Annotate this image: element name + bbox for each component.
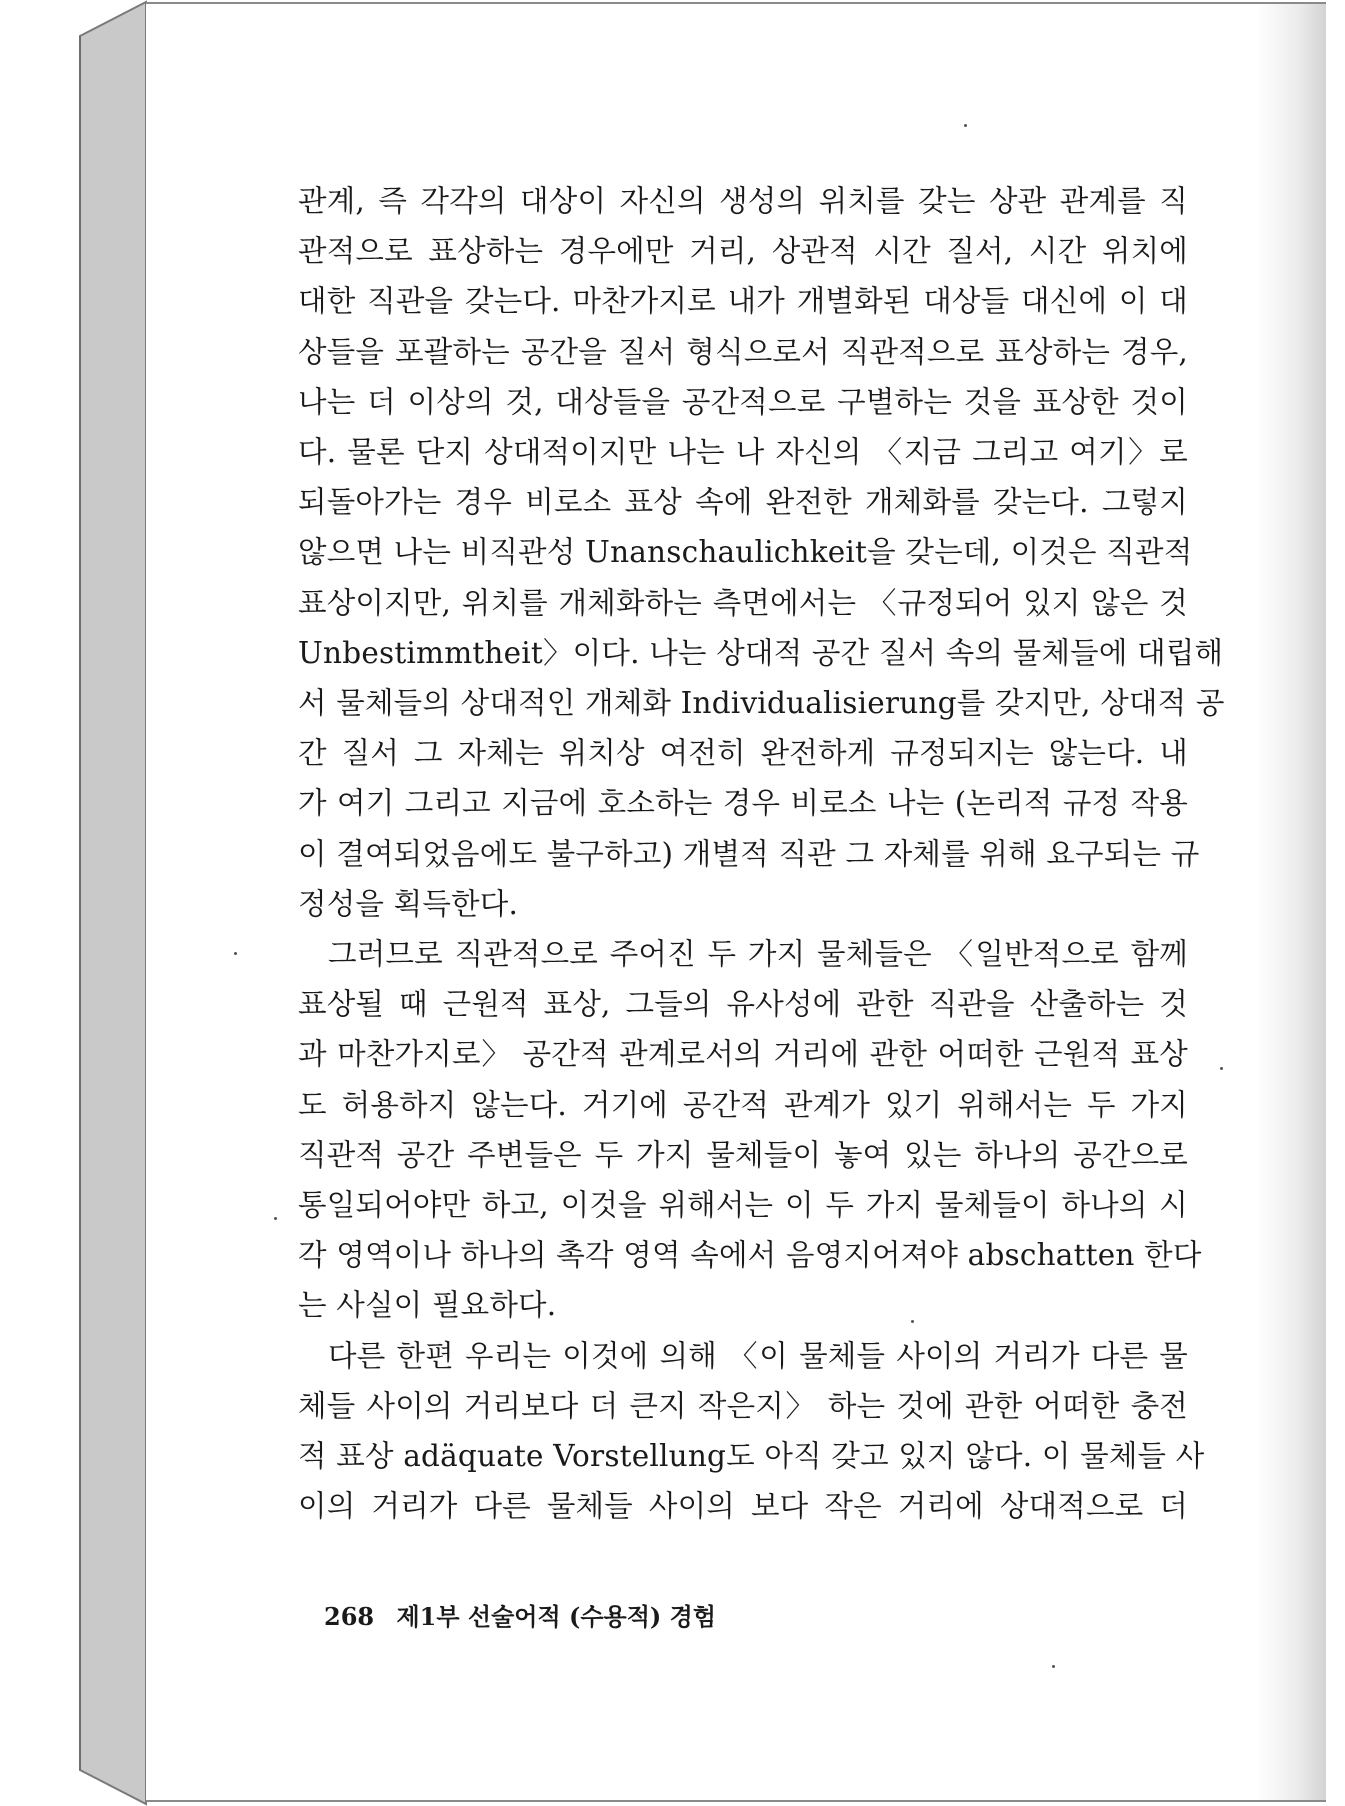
text-line: 간 질서 그 자체는 위치상 여전히 완전하게 규정되지는 않는다. 내 <box>298 736 1188 771</box>
text-line: 상들을 포괄하는 공간을 질서 형식으로서 직관적으로 표상하는 경우, <box>298 334 1188 369</box>
text-line: 정성을 획득한다. <box>298 886 519 921</box>
text-line: 직관적 공간 주변들은 두 가지 물체들이 놓여 있는 하나의 공간으로 <box>298 1137 1188 1172</box>
page-footer <box>324 1597 716 1632</box>
scan-speck <box>1052 1665 1055 1668</box>
text-line: 이 결여되었음에도 불구하고) 개별적 직관 그 자체를 위해 요구되는 규 <box>298 836 1200 871</box>
paragraph-3 <box>298 1331 1205 1532</box>
scan-speck <box>274 1217 277 1220</box>
page-number: 268 <box>324 1602 375 1631</box>
scan-speck <box>911 1320 914 1323</box>
text-line: 관적으로 표상하는 경우에만 거리, 상관적 시간 질서, 시간 위치에 <box>298 234 1188 269</box>
text-line: 는 사실이 필요하다. <box>298 1288 557 1323</box>
paragraph-1 <box>298 176 1225 929</box>
text-line: 않으면 나는 비직관성 Unanschaulichkeit을 갖는데, 이것은 직관적 <box>298 535 1193 570</box>
text-line: 관계, 즉 각각의 대상이 자신의 생성의 위치를 갖는 상관 관계를 직 <box>298 184 1188 218</box>
text-line: 체들 사이의 거리보다 더 큰지 작은지〉 하는 것에 관한 어떠한 충전 <box>298 1388 1188 1423</box>
text-line: 적 표상 adäquate Vorstellung도 아직 갖고 있지 않다. 이 물체들 사 <box>298 1439 1205 1474</box>
text-line: 가 여기 그리고 지금에 호소하는 경우 비로소 나는 (논리적 규정 작용 <box>298 786 1188 821</box>
paragraph-2 <box>298 929 1202 1331</box>
book-page <box>146 2 1326 1802</box>
text-line: Unbestimmtheit〉이다. 나는 상대적 공간 질서 속의 물체들에 대립해 <box>298 635 1224 670</box>
text-line: 이의 거리가 다른 물체들 사이의 보다 작은 거리에 상대적으로 더 <box>298 1489 1188 1524</box>
text-line: 나는 더 이상의 것, 대상들을 공간적으로 구별하는 것을 표상한 것이 <box>298 384 1188 419</box>
text-line: 되돌아가는 경우 비로소 표상 속에 완전한 개체화를 갖는다. 그렇지 <box>298 485 1188 520</box>
text-line: 서 물체들의 상대적인 개체화 Individualisierung를 갖지만, 상대적 공 <box>298 686 1225 721</box>
text-line: 다른 한편 우리는 이것에 의해 〈이 물체들 사이의 거리가 다른 물 <box>328 1338 1188 1373</box>
body-text <box>298 176 1225 1531</box>
page-edge-shading <box>1256 4 1326 1800</box>
book-spine <box>0 0 148 1806</box>
text-line: 대한 직관을 갖는다. 마찬가지로 내가 개별화된 대상들 대신에 이 대 <box>298 284 1188 319</box>
text-line: 다. 물론 단지 상대적이지만 나는 나 자신의 〈지금 그리고 여기〉로 <box>298 435 1188 470</box>
scan-speck <box>1220 1067 1223 1070</box>
text-line: 표상이지만, 위치를 개체화하는 측면에서는 〈규정되어 있지 않은 것 <box>298 585 1188 620</box>
text-line: 표상될 때 근원적 표상, 그들의 유사성에 관한 직관을 산출하는 것 <box>298 987 1188 1022</box>
text-line: 과 마찬가지로〉 공간적 관계로서의 거리에 관한 어떠한 근원적 표상 <box>298 1037 1188 1072</box>
text-line: 그러므로 직관적으로 주어진 두 가지 물체들은 〈일반적으로 함께 <box>328 937 1188 972</box>
running-head: 제1부 선술어적 (수용적) 경험 <box>396 1602 716 1631</box>
text-line: 도 허용하지 않는다. 거기에 공간적 관계가 있기 위해서는 두 가지 <box>298 1087 1188 1122</box>
text-line: 각 영역이나 하나의 촉각 영역 속에서 음영지어져야 abschatten 한다 <box>298 1238 1202 1273</box>
text-line: 통일되어야만 하고, 이것을 위해서는 이 두 가지 물체들이 하나의 시 <box>298 1188 1188 1223</box>
scan-speck <box>234 952 237 955</box>
scan-speck <box>964 124 967 127</box>
